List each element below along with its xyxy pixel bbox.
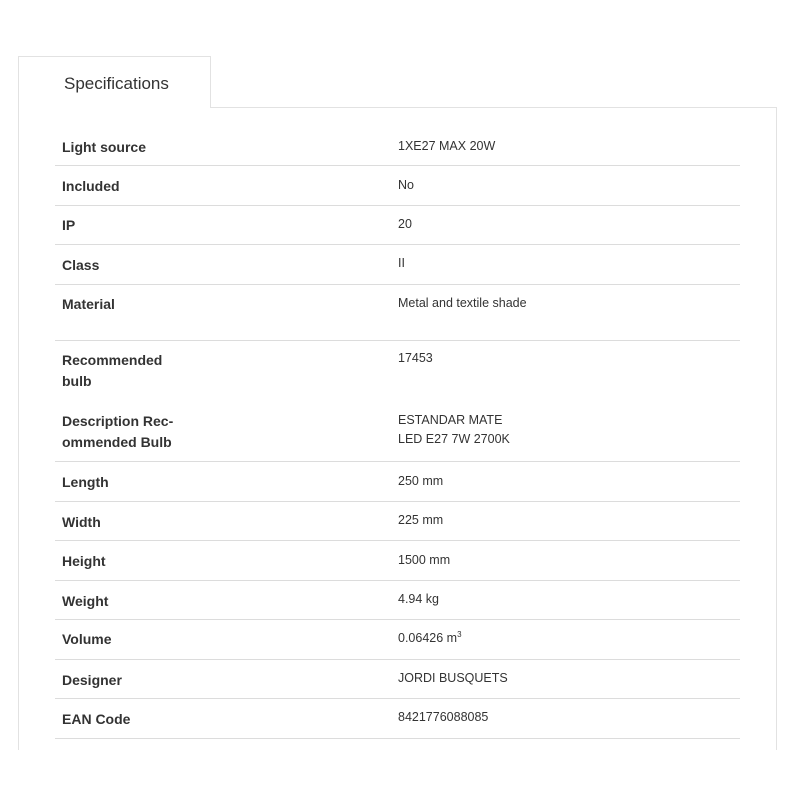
spec-row-recommended-bulb bbox=[55, 341, 740, 402]
spec-value: Metal and textile shade bbox=[398, 296, 527, 310]
spec-label: Light source bbox=[62, 139, 147, 155]
spec-label: Height bbox=[62, 553, 106, 569]
spec-row-designer bbox=[55, 660, 740, 699]
spec-label: Designer bbox=[62, 672, 122, 688]
spec-row-weight bbox=[55, 581, 740, 620]
spec-row-height bbox=[55, 541, 740, 581]
spec-row-light-source bbox=[55, 127, 740, 166]
spec-value: No bbox=[398, 178, 414, 192]
spec-value: 4.94 kg bbox=[398, 592, 440, 606]
spec-value: JORDI BUSQUETS bbox=[398, 671, 508, 685]
spec-label: EAN Code bbox=[62, 711, 131, 727]
tab-specifications-label: Specifications bbox=[64, 74, 169, 93]
spec-label: IP bbox=[62, 217, 76, 233]
spec-row-width bbox=[55, 502, 740, 541]
spec-label: Description Rec-ommended Bulb bbox=[62, 413, 174, 450]
spec-label: Length bbox=[62, 474, 109, 490]
spec-row-ean-code bbox=[55, 699, 740, 739]
spec-value: 17453 bbox=[398, 351, 433, 365]
volume-value: 0.06426 m bbox=[398, 631, 458, 645]
spec-label: Weight bbox=[62, 593, 109, 609]
spec-label: Width bbox=[62, 514, 101, 530]
volume-unit-exponent: 3 bbox=[457, 629, 462, 639]
spec-row-ip bbox=[55, 206, 740, 245]
spec-row-length bbox=[55, 462, 740, 502]
spec-value: ESTANDAR MATE LED E27 7W 2700K bbox=[398, 413, 510, 446]
spec-row-volume bbox=[55, 620, 740, 660]
spec-row-material bbox=[55, 285, 740, 341]
spec-value: 8421776088085 bbox=[398, 710, 489, 724]
spec-label: Class bbox=[62, 257, 100, 273]
tab-specifications[interactable] bbox=[18, 56, 211, 108]
spec-value: 1500 mm bbox=[398, 553, 451, 567]
spec-value: II bbox=[398, 256, 405, 270]
spec-value bbox=[398, 620, 740, 659]
spec-label: Included bbox=[62, 178, 120, 194]
spec-label: Material bbox=[62, 296, 115, 312]
specifications-table bbox=[55, 127, 740, 739]
spec-label: Volume bbox=[62, 631, 112, 647]
spec-row-class bbox=[55, 245, 740, 285]
spec-row-description-recommended-bulb bbox=[55, 402, 740, 462]
spec-label: Recommended bulb bbox=[62, 352, 163, 389]
spec-value: 1XE27 MAX 20W bbox=[398, 139, 496, 153]
spec-row-included bbox=[55, 166, 740, 206]
spec-value: 225 mm bbox=[398, 513, 444, 527]
spec-value: 250 mm bbox=[398, 474, 444, 488]
spec-value: 20 bbox=[398, 217, 412, 231]
